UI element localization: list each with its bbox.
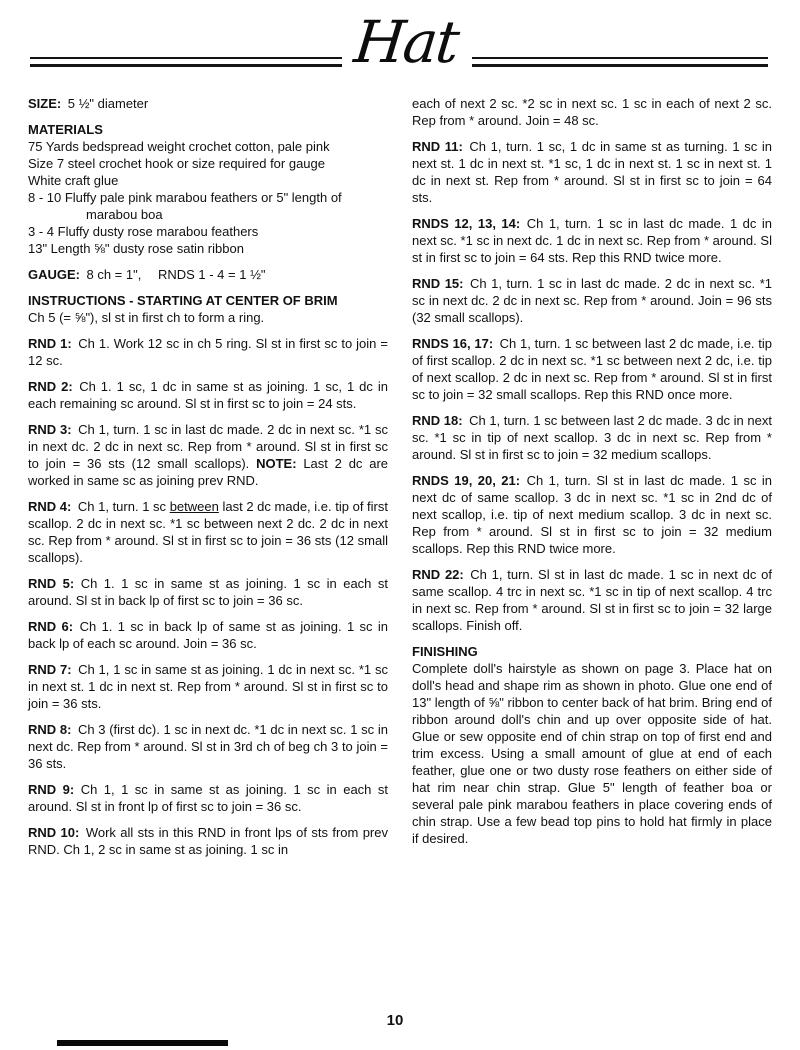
paragraph: RND 22: Ch 1, turn. Sl st in last dc made. 1 sc in next dc of same scallop. 4 trc in next sc. *1 sc in tip of next scallop. 4 trc in next sc. Rep from * around. Sl st in first sc to join = 32 large scallops. Finish off. [412,567,772,633]
section-block: INSTRUCTIONS - STARTING AT CENTER OF BRIM Ch 5 (= ⅝"), sl st in first ch to form a ring. [28,293,338,325]
round-label: RND 4: [28,499,72,514]
text-segment: Ch 1, turn. 1 sc [77,499,170,514]
scan-artifact-bar [57,1040,228,1046]
paragraph: SIZE: 5 ½" diameter [28,96,149,111]
text-segment: Ch 1, turn. 1 sc in last dc made. 2 dc in next sc. *1 sc in next dc. 2 dc in next sc. Rep from * around. Sl st in first sc to join = 36 sts (12 small scallops). [28,422,388,471]
round-label: RND 5: [28,576,75,591]
materials-line: 3 - 4 Fluffy dusty rose marabou feathers [28,224,259,239]
section-heading: MATERIALS [28,122,103,137]
materials-line: marabou boa [86,207,163,222]
round-label: RND 3: [28,422,72,437]
paragraph: RND 1: Ch 1. Work 12 sc in ch 5 ring. Sl st in first sc to join = 12 sc. [28,336,388,368]
section-heading: FINISHING [412,644,478,659]
materials-line: 8 - 10 Fluffy pale pink marabou feathers or 5" length of [28,190,342,205]
round-label: RNDS 19, 20, 21: [412,473,521,488]
underlined-word: between [169,499,219,514]
section-block: FINISHING Complete doll's hairstyle as shown on page 3. Place hat on doll's head and shape rim as shown in photo. Glue one end of 13" length of ⅝" ribbon to center back of hat brim. Bring end of ribbon around doll's chin and up over opposite side of hat. Glue or sew opposite end of chin strap on top of first end and trim excess. Using a small amount of glue at end of each feather, glue one or two dusty rose feathers on either side of hat rim near chin strap. Glue 5" length of feather boa or several pale pink marabou feathers in place covering ends of chin strap. Use a few bead top pins to hold hat firmly in place if desired. [412,644,772,846]
paragraph [28,498,388,566]
round-label: RND 10: [28,825,80,840]
paragraph: RNDS 12, 13, 14: Ch 1, turn. 1 sc in last dc made. 1 dc in next sc. *1 sc in next dc. 1 dc in next sc. Rep from * around. Sl st in first sc to join = 64 sts. Rep this RND twice more. [412,216,772,265]
round-label: RND 7: [28,662,72,677]
header-rule-left [30,57,342,67]
round-label: RND 1: [28,336,72,351]
bold-note: NOTE: [256,456,297,471]
paragraph: RNDS 19, 20, 21: Ch 1, turn. Sl st in last dc made. 1 sc in next dc of same scallop. 3 dc in next sc. *1 sc in 2nd dc of next scallop, i.e. tip of next medium scallop. 3 dc in next sc. Rep from * around. Sl st in first sc to join = 32 medium scallops. Rep this RND twice more. [412,473,772,556]
paragraph: RND 7: Ch 1, 1 sc in same st as joining. 1 dc in next sc. *1 sc in next st. 1 dc in next st. Rep from * around. Sl st in first sc to join = 36 sts. [28,662,388,711]
materials-line: 75 Yards bedspread weight crochet cotton, pale pink [28,139,330,154]
round-label: RNDS 16, 17: [412,336,494,351]
paragraph: RND 18: Ch 1, turn. 1 sc between last 2 dc made. 3 dc in next sc. *1 sc in tip of next scallop. 3 dc in next sc. Rep from * around. Sl st in first sc to join = 32 medium scallops. [412,413,772,462]
paragraph: RND 11: Ch 1, turn. 1 sc, 1 dc in same st as turning. 1 sc in next st. 1 dc in next st. *1 sc, 1 dc in next st. 1 sc in next st. 1 dc in next st. Rep from * around. Sl st in first sc to join = 64 sts. [412,139,772,205]
header-rule-right [472,57,768,67]
section-block [28,121,388,257]
paragraph [28,421,388,489]
paragraph: RND 8: Ch 3 (first dc). 1 sc in next dc. *1 dc in next sc. 1 sc in next dc. Rep from * around. Sl st in 3rd ch of beg ch 3 to join = 36 sts. [28,722,388,771]
paragraph: RND 9: Ch 1, 1 sc in same st as joining. 1 sc in each st around. Sl st in front lp of first sc to join = 36 sc. [28,782,388,814]
page-title: Hat [351,8,461,76]
round-label: RND 11: [412,139,463,154]
round-label: GAUGE: [28,267,80,282]
round-label: RND 8: [28,722,72,737]
paragraph: RND 10: Work all sts in this RND in front lps of sts from prev RND. Ch 1, 2 sc in same st as joining. 1 sc in [28,825,388,857]
page-header [0,0,800,92]
round-label: RND 2: [28,379,73,394]
round-label: RND 6: [28,619,74,634]
paragraph: RNDS 16, 17: Ch 1, turn. 1 sc between last 2 dc made, i.e. tip of first scallop. 2 dc in next sc. *1 sc between next 2 dc, i.e. tip of next scallop. 2 dc in next sc. Rep from * around. Sl st in first sc to join = 32 small scallops. Rep this RND once more. [412,336,772,402]
column-left [28,95,388,858]
page-number: 10 [386,1012,404,1029]
round-label: SIZE: [28,96,62,111]
paragraph: RND 2: Ch 1. 1 sc, 1 dc in same st as joining. 1 sc, 1 dc in each remaining sc around. Sl st in first sc to join = 24 sts. [28,379,388,411]
section-heading: INSTRUCTIONS - STARTING AT CENTER OF BRIM [28,293,338,308]
paragraph: RND 5: Ch 1. 1 sc in same st as joining. 1 sc in each st around. Sl st in back lp of first sc to join = 36 sc. [28,576,388,608]
text-columns [28,95,772,858]
paragraph: RND 6: Ch 1. 1 sc in back lp of same st as joining. 1 sc in back lp of each sc around. Join = 36 sc. [28,619,389,651]
materials-line: Size 7 steel crochet hook or size required for gauge [28,156,326,171]
column-right [412,95,772,858]
round-label: RNDS 12, 13, 14: [412,216,521,231]
round-label: RND 18: [412,413,463,428]
text-segment: last 2 dc made, i.e. tip of first scallop. 2 dc in next sc. *1 sc between next 2 dc. 2 dc in next sc. Rep from * around. Sl st in first sc to join = 36 sts (12 small scallops). [28,499,389,565]
paragraph: RND 15: Ch 1, turn. 1 sc in last dc made. 2 dc in next sc. *1 sc in next dc. 2 dc in next sc. Rep from * around. Join = 96 sts (32 small scallops). [412,276,772,325]
text-segment: Last 2 dc are worked in same sc as joining prev RND. [28,456,388,488]
materials-line: White craft glue [28,173,119,188]
round-label: RND 9: [28,782,75,797]
materials-line: 13" Length ⅝" dusty rose satin ribbon [28,241,244,256]
round-label: RND 15: [412,276,464,291]
paragraph: each of next 2 sc. *2 sc in next sc. 1 sc in each of next 2 sc. Rep from * around. Join = 48 sc. [412,96,772,128]
paragraph: GAUGE: 8 ch = 1", RNDS 1 - 4 = 1 ½" [28,267,266,282]
round-label: RND 22: [412,567,464,582]
